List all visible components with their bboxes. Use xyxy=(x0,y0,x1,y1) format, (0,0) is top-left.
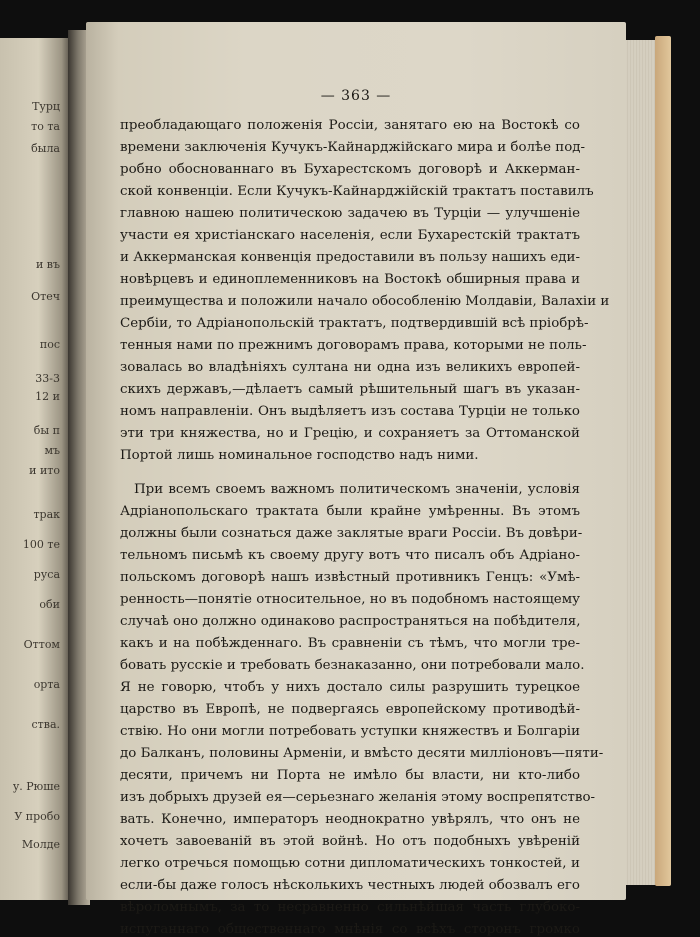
text-line: легко отречься помощью сотни дипломатическихъ тонкостей, и xyxy=(120,856,580,871)
left-page-fragment: у. Рюше xyxy=(12,780,60,793)
left-page-fragment: У пробо xyxy=(14,810,60,823)
left-page-fragment: трак xyxy=(33,508,60,521)
left-page-fragment: Молде xyxy=(21,838,60,851)
left-page-fragment: 12 и xyxy=(35,390,60,403)
text-line: тенныя нами по прежнимъ договорамъ права, которыми не поль- xyxy=(120,338,587,353)
text-line: ренность—понятіе относительное, но въ подобномъ настоящему xyxy=(120,592,580,607)
text-line: преобладающаго положенія Россіи, занятаго ею на Востокѣ со xyxy=(120,118,580,133)
text-line: царство въ Европѣ, не подвергаясь европейскому противодѣй- xyxy=(120,702,580,717)
page-number: — 363 — xyxy=(320,88,392,104)
left-page-fragment: Отеч xyxy=(31,290,60,303)
book-page xyxy=(86,22,626,937)
text-line: изъ добрыхъ друзей ея—серьезнаго желанія этому воспрепятство- xyxy=(120,790,596,805)
text-line: ствію. Но они могли потребовать уступки княжествъ и Болгаріи xyxy=(120,724,580,739)
text-line: бовать русскіе и требовать безнаказанно, они потребовали мало. xyxy=(120,658,585,673)
text-line: Я не говорю, чтобъ у нихъ достало силы разрушить турецкое xyxy=(120,680,580,695)
text-line: какъ и на побѣжденнаго. Въ сравненіи съ тѣмъ, что могли тре- xyxy=(120,636,580,651)
left-page-fragment: была xyxy=(31,142,60,155)
left-page-fragment: Оттом xyxy=(23,638,60,651)
text-line: участи ея христіанскаго населенія, если Бухарестскій трактатъ xyxy=(120,228,580,243)
text-line: Адріанопольскаго трактата были крайне умѣренны. Въ этомъ xyxy=(120,504,580,519)
left-page-fragment: и ито xyxy=(29,464,60,477)
left-page-fragment: орта xyxy=(33,678,60,691)
text-line: если-бы даже голосъ нѣсколькихъ честныхъ людей обозвалъ его xyxy=(120,878,580,893)
book-cover-edge xyxy=(655,36,671,886)
text-line: скихъ державъ,—дѣлаетъ самый рѣшительный шагъ въ указан- xyxy=(120,382,580,397)
left-page-fragment: руса xyxy=(33,568,60,581)
left-page-fragment: ства. xyxy=(31,718,60,731)
text-line: ской конвенціи. Если Кучукъ-Кайнарджійскій трактатъ поставилъ xyxy=(120,184,594,199)
left-page-fragment: то та xyxy=(31,120,60,133)
text-line: десяти, причемъ ни Порта не имѣло бы власти, ни кто-либо xyxy=(120,768,580,783)
text-line: и Аккерманская конвенція предоставили въ пользу нашихъ еди- xyxy=(120,250,580,265)
left-page-fragment: бы п xyxy=(33,424,60,437)
text-line: до Балканъ, половины Арменіи, и вмѣсто десяти милліоновъ—пяти- xyxy=(120,746,604,761)
left-page-fragment: мъ xyxy=(44,444,60,457)
left-page-fragment: 100 те xyxy=(22,538,60,551)
left-page-fragment: и въ xyxy=(35,258,60,271)
facing-page xyxy=(0,38,70,900)
left-page-fragment: 33-3 xyxy=(35,372,60,385)
text-line: времени заключенія Кучукъ-Кайнарджійскаго мира и болѣе под- xyxy=(120,140,586,155)
text-line: эти три княжества, но и Грецію, и сохраняетъ за Оттоманской xyxy=(120,426,580,441)
text-line: вать. Конечно, императоръ неоднократно увѣрялъ, что онъ не xyxy=(120,812,580,827)
text-line: номъ направленіи. Онъ выдѣляетъ изъ состава Турціи не только xyxy=(120,404,580,419)
text-line: должны были сознаться даже заклятые враги Россіи. Въ довѣри- xyxy=(120,526,583,541)
left-page-fragment: оби xyxy=(39,598,60,611)
text-line: новѣрцевъ и единоплеменниковъ на Востокѣ обширныя права и xyxy=(120,272,580,287)
text-line: Портой лишь номинальное господство надъ ними. xyxy=(120,448,479,463)
text-line: случаѣ оно должно одинаково распространяться на побѣдителя, xyxy=(120,614,581,629)
text-line: хочетъ завоеваній въ этой войнѣ. Но отъ подобныхъ увѣреній xyxy=(120,834,580,849)
text-line: вѣроломнымъ, за то несравненно сильнѣйшая часть глубоко- xyxy=(120,900,580,915)
text-line: зовалась во владѣніяхъ султана ни одна изъ великихъ европей- xyxy=(120,360,580,375)
text-line: робно обоснованнаго въ Бухарестскомъ договорѣ и Аккерман- xyxy=(120,162,580,177)
text-line: При всемъ своемъ важномъ политическомъ значеніи, условія xyxy=(134,482,580,497)
text-line: Сербіи, то Адріанопольскій трактатъ, подтвердившій всѣ пріобрѣ- xyxy=(120,316,589,331)
text-line: преимущества и положили начало обособленію Молдавіи, Валахіи и xyxy=(120,294,610,309)
text-line: польскомъ договорѣ нашъ извѣстный противникъ Генцъ: «Умѣ- xyxy=(120,570,580,585)
text-line: испуганнаго общественнаго мнѣнія со всѣхъ сторонъ громко xyxy=(120,922,580,937)
left-page-fragment: Турц xyxy=(32,100,60,113)
text-line: тельномъ письмѣ къ своему другу вотъ что писалъ объ Адріано- xyxy=(120,548,580,563)
left-page-fragment: пос xyxy=(39,338,60,351)
text-line: главною нашею политическою задачею въ Турціи — улучшеніе xyxy=(120,206,580,221)
